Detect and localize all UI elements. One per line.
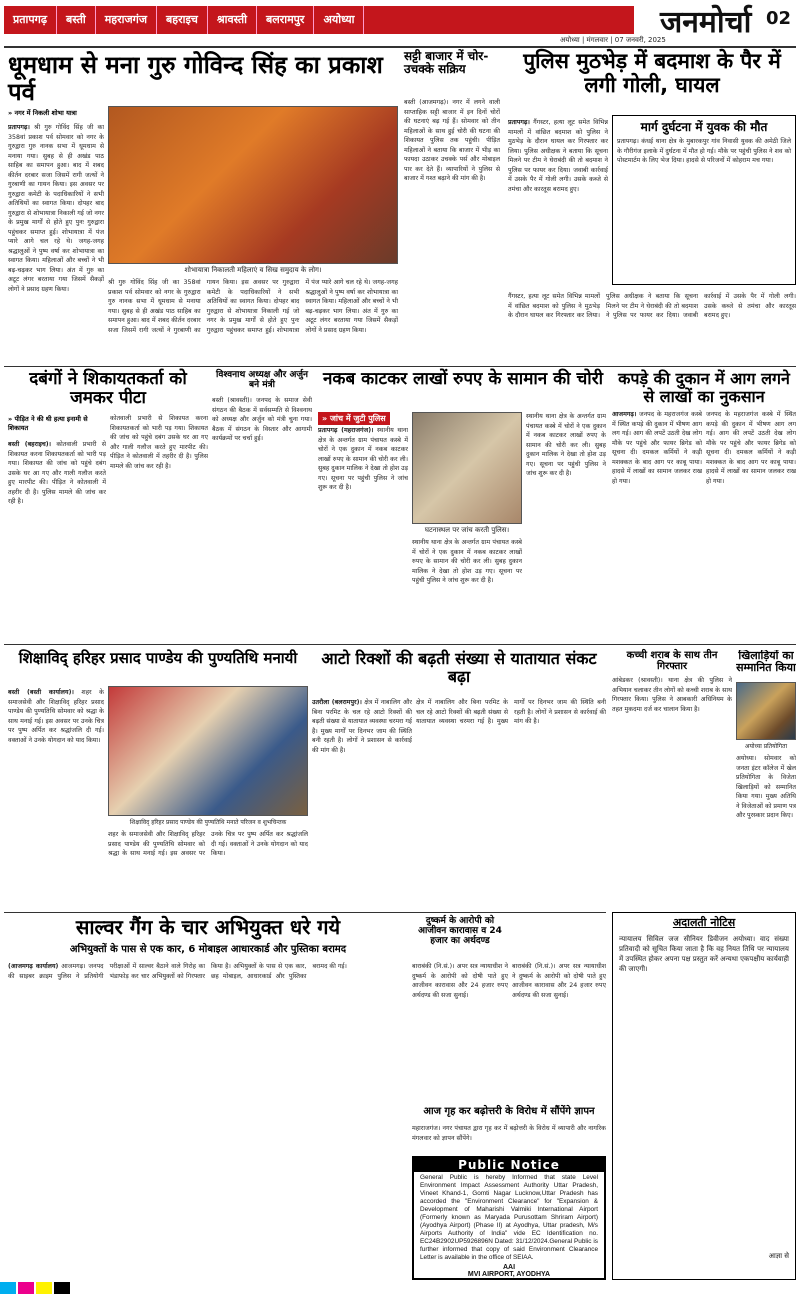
story5-tag-text: पीड़ित ने की थी हत्या इनामी से शिकायत <box>8 415 88 432</box>
story12-caption: अयोध्या प्रतियोगिता <box>736 742 796 750</box>
story5-tag: » पीड़ित ने की थी हत्या इनामी से शिकायत <box>8 415 88 432</box>
nav-item-shravasti[interactable]: श्रावस्ती <box>208 6 257 34</box>
story1-body-cont: श्री गुरु गोविंद सिंह जी का 358वां प्रकाश पर्व सोमवार को नगर के गुरुद्वारा गुरु नानक सभा में धूमधाम से मनाया गया। सुबह से ही अखंड पाठ साहिब का समापन हुआ। बाद में शबद कीर्तन दरबार सजा जिसमें रागी जत्थों ने गुरबाणी का गायन किया। इस अवसर पर गुरुद्वारा कमेटी के पदाधिकारियों ने सभी अतिथियों का स्वागत किया। दोपहर बाद गुरुद्वारा से शोभायात्रा निकाली गई जो नगर के प्रमुख मार्गों से होते हुए पुनः गुरुद्वारा पहुंचकर समाप्त हुई। शोभायात्रा में पंज प्यारे आगे चल रहे थे। जगह-जगह श्रद्धालुओं ने पुष्प वर्षा कर शोभायात्रा का स्वागत किया। महिलाओं और बच्चों ने भी बढ़-चढ़कर भाग लिया। अंत में गुरु का अटूट लंगर बरताया गया जिसमें सैकड़ों लोगों ने प्रसाद ग्रहण किया। <box>108 279 398 334</box>
story13-subhead: अभियुक्तों के पास से एक कार, 6 मोबाइल आधारकार्ड और पुस्तिका बरामद <box>69 944 347 955</box>
story7-photo <box>412 412 522 524</box>
divider-2 <box>4 644 796 645</box>
notice-sign1: AAI <box>502 1264 516 1271</box>
notice-sign2: MVI AIRPORT, AYODHYA <box>467 1271 551 1278</box>
story3-headline: पुलिस मुठभेड़ में बदमाश के पैर में लगी गोली, घायल <box>523 49 781 97</box>
nav-item-bahraich[interactable]: बहराइच <box>157 6 208 34</box>
nav-item-pratapgarh[interactable]: प्रतापगढ़ <box>4 6 57 34</box>
print-color-strip <box>0 1281 800 1295</box>
story1-photo <box>108 106 398 264</box>
nav-item-basti[interactable]: बस्ती <box>57 6 96 34</box>
story7-caption: घटनास्थल पर जांच करती पुलिस। <box>412 526 522 535</box>
swatch-magenta <box>18 1282 34 1294</box>
story8-headline: कपड़े की दुकान में आग लगने से लाखों का नुकसान <box>618 369 790 406</box>
nav-item-balrampur[interactable]: बलरामपुर <box>257 6 314 34</box>
story2-body: बस्ती (आजमगढ़)। नगर में लगने वाली साप्ताहिक सट्टी बाजार में इन दिनों चोरों की घटनाएं बढ़ गई हैं। सोमवार को तीन महिलाओं के साथ हुई चोरी की घटना की शिकायत पुलिस तक पहुंची। पीड़ित महिलाओं ने बताया कि बाजार में भीड़ का फायदा उठाकर उचक्के पर्स और मोबाइल पार कर देते हैं। व्यापारियों ने पुलिस से बाजार में गश्त बढ़ाने की मांग की है। <box>404 99 500 182</box>
story1-tag-text: नगर में निकली शोभा यात्रा <box>14 109 77 117</box>
story5-dateline: बस्ती (बहराइच)। <box>8 441 52 448</box>
story9-text: शहर के समाजसेवी और शिक्षाविद् हरिहर प्रसाद पाण्डेय की पुण्यतिथि सोमवार को श्रद्धा के साथ मनाई गई। इस अवसर पर उनके चित्र पर पुष्प अर्पित कर श्रद्धांजलि दी गई। वक्ताओं ने उनके योगदान को याद किया। <box>8 689 104 744</box>
story7-tag: » जांच में जुटी पुलिस <box>318 412 390 425</box>
swatch-cyan <box>0 1282 16 1294</box>
story5-body <box>8 440 106 640</box>
section-nav <box>4 6 634 34</box>
story9-photo <box>108 686 308 816</box>
swatch-yellow <box>36 1282 52 1294</box>
story9-caption: शिक्षाविद् हरिहर प्रसाद पाण्डेय की पुण्यतिथि मनाते परिजन व शुभचिन्तक <box>108 818 308 826</box>
story3-body <box>508 118 608 278</box>
story6-headline: विश्वनाथ अध्यक्ष और अर्जुन बने मंत्री <box>215 370 308 391</box>
story10-body-cont: क्षेत्र में नाबालिग और बिना परमिट के चल रहे आटो रिक्शों की बढ़ती संख्या से यातायात व्यवस्था चरमरा गई है। मुख्य मार्गों पर दिनभर जाम की स्थिति बनी रहती है। लोगों ने प्रशासन से कार्रवाई की मांग की है। <box>416 699 606 725</box>
story1-caption: शोभायात्रा निकालती महिलाएं व सिख समुदाय के लोग। <box>108 266 398 275</box>
story3-text: गैंगस्टर, हत्या लूट समेत विभिन्न मामलों में वांछित बदमाश को पुलिस ने मुठभेड़ के दौरान घायल कर गिरफ्तार कर लिया। पुलिस अधीक्षक ने बताया कि सूचना मिलने पर टीम ने घेराबंदी की तो बदमाश ने पुलिस पर फायर कर दिया। जवाबी कार्रवाई में उसके पैर में गोली लगी। उसके कब्जे से तमंचा और कारतूस बरामद हुए। <box>508 119 608 193</box>
legal-notice <box>612 912 796 1280</box>
story7-body-cont: स्थानीय थाना क्षेत्र के अन्तर्गत ग्राम पंचायत कस्बे में चोरों ने एक दुकान में नकब काटकर लाखों रुपए के सामान की चोरी कर ली। सुबह दुकान मालिक ने देखा तो होश उड़ गए। सूचना पर पहुंची पुलिस ने जांच शुरू कर दी है। <box>412 539 522 584</box>
story9-headline: शिक्षाविद् हरिहर प्रसाद पाण्डेय की पुण्यतिथि मनायी <box>18 649 298 667</box>
story10-dateline: उतरौला (बलरामपुर)। <box>312 699 362 706</box>
story12-photo <box>736 682 796 740</box>
story7-headline: नकब काटकर लाखों रुपए के सामान की चोरी <box>322 369 604 389</box>
divider-3 <box>4 912 606 913</box>
story6-body: बस्ती (श्रावस्ती)। जनपद के समाज सेवी संगठन की बैठक में सर्वसम्मति से विश्वनाथ को अध्यक्ष और अर्जुन को मंत्री चुना गया। बैठक में संगठन के विस्तार और आगामी कार्यक्रमों पर चर्चा हुई। <box>212 397 312 442</box>
story13-dateline: (आजमगढ़ कार्यालय) <box>8 963 59 970</box>
story5-body-cont: कोतवाली प्रभारी से शिकायत करना शिकायतकर्ता को भारी पड़ गया। शिकायत की जांच को पहुंचे दबंग उसके घर आ गए और गाली गलौज करते हुए मारपीट की। पीड़ित ने कोतवाली में तहरीर दी है। पुलिस मामले की जांच कर रही है। <box>110 415 208 470</box>
notice-body: General Public is hereby Informed that state Level Environment Impact Assessment Authority Uttar Pradesh, Vineet Khand-1, Gomti Nagar Lucknow,Uttar Pradesh has accorded the "Environment Clearance" for "Expansion & Development of Maharishi Valmiki International Airport (Formerly known as Maryada Purusottam Shriram Airport) (Ayodhya Airport) (Phase II) at Ayodhya, Uttar pradesh, M/s Airports Authority of India" vide EC Identification no. EC24B2902UP5926896N Dated: 31/12/2024.General Public is further informed that copy of said Environment Clearance Letter is available in the office of SEIAA. <box>420 1174 598 1261</box>
story7-text: स्थानीय थाना क्षेत्र के अन्तर्गत ग्राम पंचायत कस्बे में चोरों ने एक दुकान में नकब काटकर लाखों रुपए के सामान की चोरी कर ली। सुबह दुकान मालिक ने देखा तो होश उड़ गए। सूचना पर पहुंची पुलिस ने जांच शुरू कर दी है। <box>318 427 408 491</box>
story15-headline: आज गृह कर बढ़ोत्तरी के विरोध में सौंपेंगे ज्ञापन <box>423 1106 595 1117</box>
story12-headline: खिलाड़ियों का सम्मानित किया <box>736 650 796 675</box>
masthead-rule <box>4 46 796 48</box>
story7-tag-text: जांच में जुटी पुलिस <box>329 414 386 423</box>
story14-headline: दुष्कर्म के आरोपी को आजीवन कारावास व 24 हजार का अर्थदण्ड <box>418 916 502 947</box>
story13-headline: साल्वर गैंग के चार अभियुक्त धरे गये <box>75 915 341 939</box>
public-notice <box>412 1156 606 1280</box>
divider-1 <box>4 366 796 367</box>
story9-body-cont: शहर के समाजसेवी और शिक्षाविद् हरिहर प्रसाद पाण्डेय की पुण्यतिथि सोमवार को श्रद्धा के साथ मनाई गई। इस अवसर पर उनके चित्र पर पुष्प अर्पित कर श्रद्धांजलि दी गई। वक्ताओं ने उनके योगदान को याद किया। <box>108 831 308 857</box>
story10-headline: आटो रिक्शों की बढ़ती संख्या से यातायात संकट बढ़ा <box>321 649 597 686</box>
story14-body-cont: बाराबंकी (नि.सं.)। अपर सत्र न्यायाधीश ने दुष्कर्म के आरोपी को दोषी पाते हुए आजीवन कारावास और 24 हजार रुपए अर्थदण्ड की सजा सुनाई। <box>512 963 606 999</box>
story11-body: आंबेडकर (श्रावस्ती)। थाना क्षेत्र की पुलिस ने अभियान चलाकर तीन लोगों को कच्ची शराब के साथ गिरफ्तार किया। पुलिस ने आबकारी अधिनियम के तहत मुकदमा दर्ज कर चालान किया है। <box>612 677 732 713</box>
story3-body-cont: गैंगस्टर, हत्या लूट समेत विभिन्न मामलों में वांछित बदमाश को पुलिस ने मुठभेड़ के दौरान घायल कर गिरफ्तार कर लिया। पुलिस अधीक्षक ने बताया कि सूचना मिलने पर टीम ने घेराबंदी की तो बदमाश ने पुलिस पर फायर कर दिया। जवाबी कार्रवाई में उसके पैर में गोली लगी। उसके कब्जे से तमंचा और कारतूस बरामद हुए। <box>508 293 796 319</box>
story5-text: कोतवाली प्रभारी से शिकायत करना शिकायतकर्ता को भारी पड़ गया। शिकायत की जांच को पहुंचे दबंग उसके घर आ गए और गाली गलौज करते हुए मारपीट की। पीड़ित ने कोतवाली में तहरीर दी है। पुलिस मामले की जांच कर रही है। <box>8 441 106 505</box>
story11-headline: कच्ची शराब के साथ तीन गिरफ्तार <box>626 650 718 673</box>
nav-item-maharajganj[interactable]: महराजगंज <box>96 6 157 34</box>
story3-dateline: प्रतापगढ़। <box>508 119 530 126</box>
story8-text: जनपद के महराजगंज कस्बे में स्थित कपड़े की दुकान में भीषण आग लग गई। आग की लपटें उठती देख लोग मौके पर पहुंचे और फायर ब्रिगेड को सूचना दी। दमकल कर्मियों ने कड़ी मशक्कत के बाद आग पर काबू पाया। हादसे में लाखों का सामान जलकर राख हो गया। <box>612 411 702 485</box>
story14-body: बाराबंकी (नि.सं.)। अपर सत्र न्यायाधीश ने दुष्कर्म के आरोपी को दोषी पाते हुए आजीवन कारावास और 24 हजार रुपए अर्थदण्ड की सजा सुनाई। <box>412 963 508 999</box>
story9-dateline: बस्ती (बस्ती कार्यालय)। <box>8 689 74 696</box>
masthead-title: जनमोर्चा <box>660 5 752 40</box>
story7-body <box>318 426 408 640</box>
story13-body <box>8 962 408 1274</box>
swatch-black <box>54 1282 70 1294</box>
story4-body: प्रतापगढ़। कंधई थाना क्षेत्र के मुबारकपुर गांव निवासी युवक की अमेठी जिले के गौरीगंज इलाके में दुर्घटना में मौत हो गई। मौके पर पहुंची पुलिस ने शव को पोस्टमार्टम के लिए भेज दिया। हादसे से परिजनों में कोहराम मच गया। <box>617 138 791 164</box>
story1-text: श्री गुरु गोविंद सिंह जी का 358वां प्रकाश पर्व सोमवार को नगर के गुरुद्वारा गुरु नानक सभा में धूमधाम से मनाया गया। सुबह से ही अखंड पाठ साहिब का समापन हुआ। बाद में शबद कीर्तन दरबार सजा जिसमें रागी जत्थों ने गुरबाणी का गायन किया। इस अवसर पर गुरुद्वारा कमेटी के पदाधिकारियों ने सभी अतिथियों का स्वागत किया। दोपहर बाद गुरुद्वारा से शोभायात्रा निकाली गई जो नगर के प्रमुख मार्गों से होते हुए पुनः गुरुद्वारा पहुंचकर समाप्त हुई। शोभायात्रा में पंज प्यारे आगे चल रहे थे। जगह-जगह श्रद्धालुओं ने पुष्प वर्षा कर शोभायात्रा का स्वागत किया। महिलाओं और बच्चों ने भी बढ़-चढ़कर भाग लिया। अंत में गुरु का अटूट लंगर बरताया गया जिसमें सैकड़ों लोगों ने प्रसाद ग्रहण किया। <box>8 124 104 293</box>
story10-text: क्षेत्र में नाबालिग और बिना परमिट के चल रहे आटो रिक्शों की बढ़ती संख्या से यातायात व्यवस्था चरमरा गई है। मुख्य मार्गों पर दिनभर जाम की स्थिति बनी रहती है। लोगों ने प्रशासन से कार्रवाई की मांग की है। <box>312 699 412 754</box>
story12-body: अयोध्या। सोमवार को जनता इंटर कॉलेज में खेल प्रतियोगिता के विजेता खिलाड़ियों को सम्मानित किया गया। मुख्य अतिथि ने विजेताओं को प्रमाण पत्र और पुरस्कार प्रदान किए। <box>736 755 796 819</box>
masthead-date: अयोध्या | मंगलवार | 07 जनवरी, 2025 <box>560 36 666 44</box>
legal-body: न्यायालय सिविल जज सीनियर डिवीजन अयोध्या। वाद संख्या प्रतिवादी को सूचित किया जाता है कि वह नियत तिथि पर न्यायालय में उपस्थित होकर अपना पक्ष प्रस्तुत करें अन्यथा एकपक्षीय कार्यवाही की जाएगी। <box>619 935 789 973</box>
story4-box <box>612 115 796 285</box>
story4-headline: मार्ग दुर्घटना में युवक की मौत <box>640 120 768 134</box>
story1-dateline: प्रतापगढ़। <box>8 124 30 131</box>
story9-body <box>8 688 104 908</box>
story1-tag: » नगर में निकली शोभा यात्रा <box>8 109 77 117</box>
story5-headline: दबंगों ने शिकायतकर्ता को जमकर पीटा <box>29 369 187 409</box>
story1-headline: धूमधाम से मना गुरु गोविन्द सिंह का प्रकाश पर्व <box>8 51 383 106</box>
story10-body <box>312 698 412 908</box>
notice-title: Public Notice <box>414 1158 604 1172</box>
legal-title: अदालती नोटिस <box>672 916 736 929</box>
story8-body-cont: जनपद के महराजगंज कस्बे में स्थित कपड़े की दुकान में भीषण आग लग गई। आग की लपटें उठती देख लोग मौके पर पहुंचे और फायर ब्रिगेड को सूचना दी। दमकल कर्मियों ने कड़ी मशक्कत के बाद आग पर काबू पाया। हादसे में लाखों का सामान जलकर राख हो गया। <box>706 411 796 485</box>
story15-body: महाराजगंज। नगर पंचायत द्वारा गृह कर में बढ़ोत्तरी के विरोध में व्यापारी और नागरिक मंगलवार को ज्ञापन सौंपेंगे। <box>412 1125 606 1142</box>
nav-item-ayodhya[interactable]: अयोध्या <box>314 6 364 34</box>
story13-text: आजमगढ़। जनपद की साइबर क्राइम पुलिस ने प्रतियोगी परीक्षाओं में साल्वर बैठाने वाले गिरोह का भंडाफोड़ कर चार अभियुक्तों को गिरफ्तार किया है। अभियुक्तों के पास से एक कार, छह मोबाइल, आधारकार्ड और पुस्तिका बरामद की गई। <box>8 963 347 980</box>
story8-body <box>612 410 702 640</box>
legal-sign: आज्ञा से <box>768 1252 789 1260</box>
page-number: 02 <box>766 8 792 29</box>
story8-dateline: आजमगढ़। <box>612 411 637 418</box>
story7-dateline: प्रतापगढ़ (महराजगंज)। <box>318 427 374 434</box>
story7-body-cont2: स्थानीय थाना क्षेत्र के अन्तर्गत ग्राम पंचायत कस्बे में चोरों ने एक दुकान में नकब काटकर लाखों रुपए के सामान की चोरी कर ली। सुबह दुकान मालिक ने देखा तो होश उड़ गए। सूचना पर पहुंची पुलिस ने जांच शुरू कर दी है। <box>526 413 606 477</box>
story2-headline: सट्टी बाजार में चोर-उचक्के सक्रिय <box>404 49 489 77</box>
